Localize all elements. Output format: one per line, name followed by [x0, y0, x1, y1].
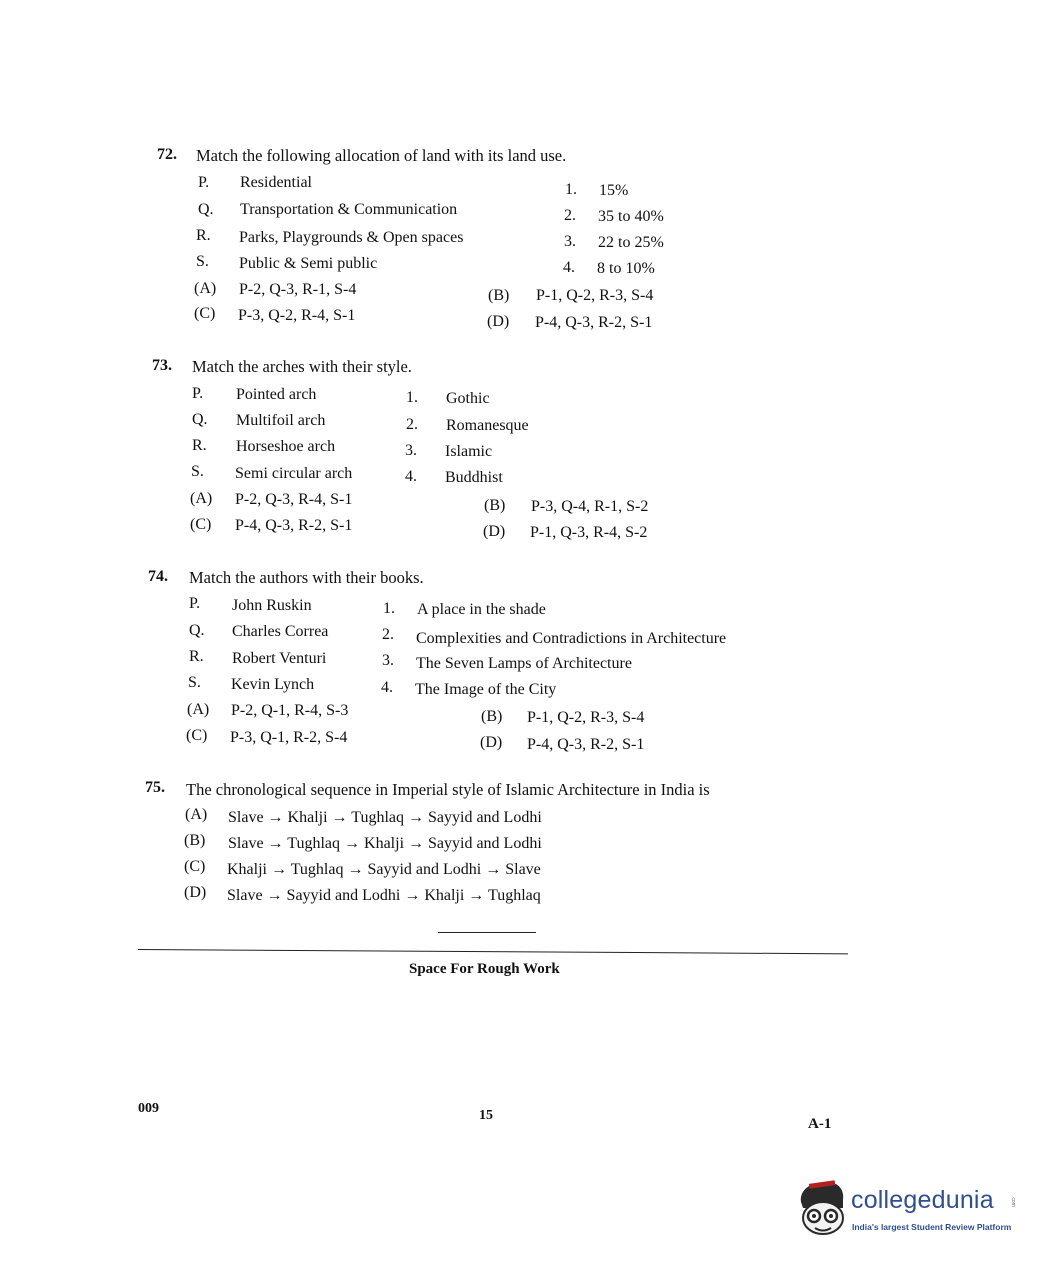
option-key: (C): [190, 516, 212, 533]
list-item-key: 2.: [564, 207, 576, 224]
list-item: 35 to 40%: [598, 208, 664, 225]
rough-work-label: Space For Rough Work: [409, 961, 560, 977]
list-item: Kevin Lynch: [231, 676, 315, 693]
list-item-key: R.: [196, 227, 211, 244]
list-item: Parks, Playgrounds & Open spaces: [239, 229, 464, 246]
option-key: (A): [185, 806, 208, 823]
question-number: 72.: [157, 146, 177, 163]
option-key: (B): [488, 287, 510, 304]
option-key: (D): [483, 523, 506, 540]
list-item-key: S.: [191, 463, 204, 480]
list-item: 8 to 10%: [597, 260, 655, 277]
option-text: Slave → Khalji → Tughlaq → Sayyid and Lodhi: [228, 809, 542, 826]
list-item-key: 3.: [405, 442, 417, 459]
list-item-key: P.: [192, 385, 204, 402]
mascot-icon: [795, 1178, 851, 1240]
paper-code: 009: [138, 1101, 159, 1116]
question-text: Match the following allocation of land with its land use.: [196, 146, 567, 165]
list-item: Residential: [240, 174, 312, 191]
list-item: Public & Semi public: [239, 255, 378, 272]
option-key: (B): [184, 832, 206, 849]
list-item: The Image of the City: [415, 681, 557, 698]
list-item-key: R.: [189, 648, 204, 665]
option-text: P-3, Q-2, R-4, S-1: [238, 307, 356, 324]
list-item-key: 2.: [382, 626, 394, 643]
page-divider: [138, 949, 848, 954]
list-item: 15%: [599, 182, 629, 199]
option-key: (A): [194, 280, 217, 297]
list-item-key: 2.: [406, 416, 418, 433]
option-key: (C): [184, 858, 206, 875]
question-text: The chronological sequence in Imperial style of Islamic Architecture in India is: [186, 780, 710, 799]
option-text: P-2, Q-3, R-1, S-4: [239, 281, 357, 298]
option-text: Slave → Tughlaq → Khalji → Sayyid and Lodhi: [228, 835, 542, 852]
option-text: P-2, Q-1, R-4, S-3: [231, 702, 349, 719]
option-text: P-3, Q-4, R-1, S-2: [531, 498, 649, 515]
list-item-key: 1.: [406, 389, 418, 406]
option-text: Slave → Sayyid and Lodhi → Khalji → Tughlaq: [227, 887, 541, 904]
list-item-key: 1.: [383, 600, 395, 617]
short-divider: [438, 932, 536, 933]
list-item-key: 4.: [563, 259, 575, 276]
option-key: (D): [184, 884, 207, 901]
option-key: (C): [194, 305, 216, 322]
list-item: Islamic: [445, 443, 493, 460]
list-item-key: Q.: [192, 411, 208, 428]
option-text: P-4, Q-3, R-2, S-1: [527, 736, 645, 753]
option-key: (D): [480, 734, 503, 751]
option-key: (A): [187, 701, 210, 718]
list-item: Romanesque: [446, 417, 529, 434]
list-item: Buddhist: [445, 469, 503, 486]
question-number: 74.: [148, 568, 168, 585]
list-item: Pointed arch: [236, 386, 317, 403]
list-item-key: P.: [189, 595, 201, 612]
option-text: P-1, Q-2, R-3, S-4: [527, 709, 645, 726]
option-text: P-4, Q-3, R-2, S-1: [535, 314, 653, 331]
option-text: P-3, Q-1, R-2, S-4: [230, 729, 348, 746]
list-item-key: 4.: [381, 679, 393, 696]
option-text: Khalji → Tughlaq → Sayyid and Lodhi → Slave: [227, 861, 541, 878]
set-code: A-1: [808, 1116, 832, 1132]
list-item: Semi circular arch: [235, 465, 353, 482]
question-text: Match the authors with their books.: [189, 568, 424, 587]
option-key: (B): [484, 497, 506, 514]
option-key: (C): [186, 727, 208, 744]
list-item-key: 3.: [564, 233, 576, 250]
list-item-key: 1.: [565, 181, 577, 198]
list-item-key: R.: [192, 437, 207, 454]
question-number: 75.: [145, 779, 165, 796]
list-item-key: 4.: [405, 468, 417, 485]
option-text: P-1, Q-3, R-4, S-2: [530, 524, 648, 541]
option-key: (B): [481, 708, 503, 725]
option-text: P-2, Q-3, R-4, S-1: [235, 491, 353, 508]
option-text: P-1, Q-2, R-3, S-4: [536, 287, 654, 304]
list-item: The Seven Lamps of Architecture: [416, 655, 632, 672]
list-item: Multifoil arch: [236, 412, 326, 429]
list-item-key: 3.: [382, 652, 394, 669]
list-item-key: S.: [188, 674, 201, 691]
list-item: 22 to 25%: [598, 234, 664, 251]
list-item: Robert Venturi: [232, 650, 327, 667]
brand-domain: .com: [1010, 1196, 1016, 1207]
list-item-key: S.: [196, 253, 209, 270]
list-item-key: Q.: [189, 622, 205, 639]
page-number: 15: [479, 1108, 493, 1123]
brand-tagline: India's largest Student Review Platform: [852, 1222, 1012, 1232]
option-text: P-4, Q-3, R-2, S-1: [235, 517, 353, 534]
list-item: Horseshoe arch: [236, 438, 336, 455]
list-item: Gothic: [446, 390, 490, 407]
list-item: Complexities and Contradictions in Architecture: [416, 630, 727, 647]
list-item: Charles Correa: [232, 623, 329, 640]
list-item-key: Q.: [198, 201, 214, 218]
question-number: 73.: [152, 357, 172, 374]
list-item: John Ruskin: [232, 597, 312, 614]
brand-name: collegedunia: [851, 1186, 994, 1214]
question-text: Match the arches with their style.: [192, 357, 412, 376]
option-key: (A): [190, 490, 213, 507]
option-key: (D): [487, 313, 510, 330]
list-item-key: P.: [198, 174, 210, 191]
collegedunia-logo: [795, 1178, 1025, 1248]
list-item: Transportation & Communication: [240, 201, 458, 218]
list-item: A place in the shade: [417, 601, 546, 618]
